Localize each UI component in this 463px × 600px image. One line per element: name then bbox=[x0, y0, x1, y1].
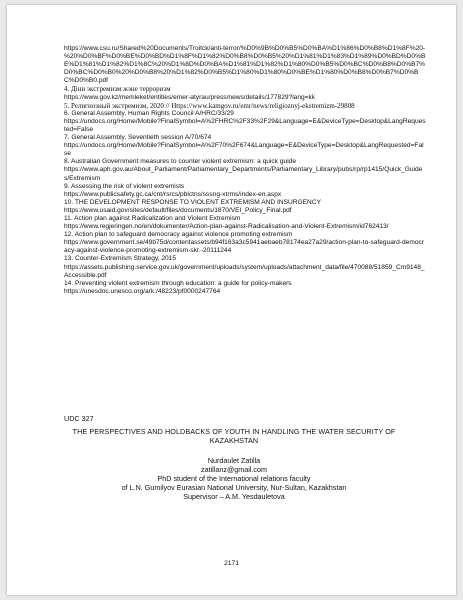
reference-line: https://www.gov.kz/memleket/entities/emer-atyrau/press/news/details/177829?lang=kk bbox=[64, 93, 316, 101]
reference-line: https://www.publicsafety.gc.ca/cnt/rsrcs/pblctns/sssng-xtrms/index-en.aspx bbox=[64, 190, 282, 198]
reference-line: 14. Preventing violent extremism through education: a guide for policy-makers bbox=[64, 279, 292, 287]
reference-line: 6. General Assembly, Human Rights Council A/HRC/33/29 bbox=[64, 109, 234, 117]
article-header bbox=[64, 415, 404, 501]
reference-line: https://www.usaid.gov/sites/default/files/documents/1870/VEI_Policy_Final.pdf bbox=[64, 206, 292, 214]
reference-line: https://www.government.se/49b75d/contentassets/b94f163a3c5941aebaeb78174ea27a29/action-plan-to-safeguard-democracy-against-violence-promoting-extremism-skr.-20111244 bbox=[64, 239, 424, 255]
page-number: 2171 bbox=[223, 560, 240, 567]
author-email: zatillanz@gmail.com bbox=[200, 464, 267, 474]
reference-line: 11. Action plan against Radicalization and Violent Extremism bbox=[64, 214, 241, 222]
reference-line: 9. Assessing the risk of violent extremists bbox=[64, 182, 185, 190]
author-affiliation: PhD student of the International relations faculty bbox=[157, 473, 311, 483]
reference-line: https://undocs.org/Home/Mobile?FinalSymbol=A%2FHRC%2F33%2F29&Language=E&DeviceType=Desktop&LangRequested=False bbox=[64, 117, 426, 133]
reference-line: 7. General Assembly, Seventieth session A/70/674 bbox=[64, 134, 212, 142]
document-page bbox=[7, 5, 456, 595]
author-block bbox=[64, 456, 404, 501]
reference-line: 13. Counter-Extremism Strategy, 2015 bbox=[64, 255, 177, 263]
reference-list bbox=[64, 45, 426, 296]
reference-line: 4. Дінн экстремизм жэне терроризм bbox=[64, 85, 171, 94]
reference-line: https://assets.publishing.service.gov.uk/government/uploads/system/uploads/attachment_data/file/470088/51859_Cm9148_Accessible.pdf bbox=[64, 263, 425, 279]
author-name: Nurdaulet Zatilla bbox=[207, 455, 261, 465]
supervisor: Supervisor – A.M. Yesdauletova bbox=[183, 491, 285, 501]
article-title: THE PERSPECTIVES AND HOLDBACKS OF YOUTH IN HANDLING THE WATER SECURITY OF KAZAKHSTAN bbox=[72, 426, 396, 445]
reference-line: 5. Религиозный экстремизм, 2020 // Https://www.kamgov.ru/emr/news/religioznyj-ekstremizm-29808 bbox=[64, 101, 355, 110]
reference-line: https://www.aph.gov.au/About_Parliament/Parliamentary_Departments/Parliamentary_Library/pubs/rp/rp1415/Quick_Guides/Extremism bbox=[64, 166, 423, 182]
reference-line: 10. THE DEVELOPMENT RESPONSE TO VIOLENT EXTREMISM AND INSURGENCY bbox=[64, 198, 321, 206]
reference-line: 12. Action plan to safeguard democracy against violence promoting extremism bbox=[64, 231, 293, 239]
reference-line: https://www.csu.ru/Shared%20Documents/Troitck/anti-terror/%D0%9B%D0%B5%D0%BA%D1%86%D0%B8%D1%8F%20-%20%D0%BF%D0%BE%D0%BD%D1%8F%D1%82%D0%B8%D0%B5%20%D1%81%D1%83%D1%89%D0%BD%D0%BE%D1%81%D1%82%D1%8C%20%D1%8D%D0%BA%D1%81%D1%82%D1%80%D0%B5%D0%BC%D0%B8%D0%B7%D0%BC%D0%B0%20%D0%B8%20%D1%82%D0%B5%D1%80%D1%80%D0%BE%D1%80%D0%B8%D0%B7%D0%BC%D0%B0.pdf bbox=[64, 45, 426, 85]
udc-code: UDC 327 bbox=[64, 414, 94, 423]
author-affiliation: of L.N. Gumilyov Eurasian National University, Nur-Sultan, Kazakhstan bbox=[121, 482, 347, 492]
reference-line: 8. Australian Government measures to counter violent extremism: a quick guide bbox=[64, 158, 296, 166]
reference-line: https://www.regjeringen.no/en/dokumenter/Action-plan-against-Radicalisation-and-Violent-Extremism/id762413/ bbox=[64, 223, 389, 231]
reference-line: https://unesdoc.unesco.org/ark:/48223/pf0000247764 bbox=[64, 287, 221, 295]
reference-line: https://undocs.org/Home/Mobile?FinalSymbol=A%2F70%2F674&Language=E&DeviceType=Desktop&LangRequested=False bbox=[64, 142, 424, 158]
